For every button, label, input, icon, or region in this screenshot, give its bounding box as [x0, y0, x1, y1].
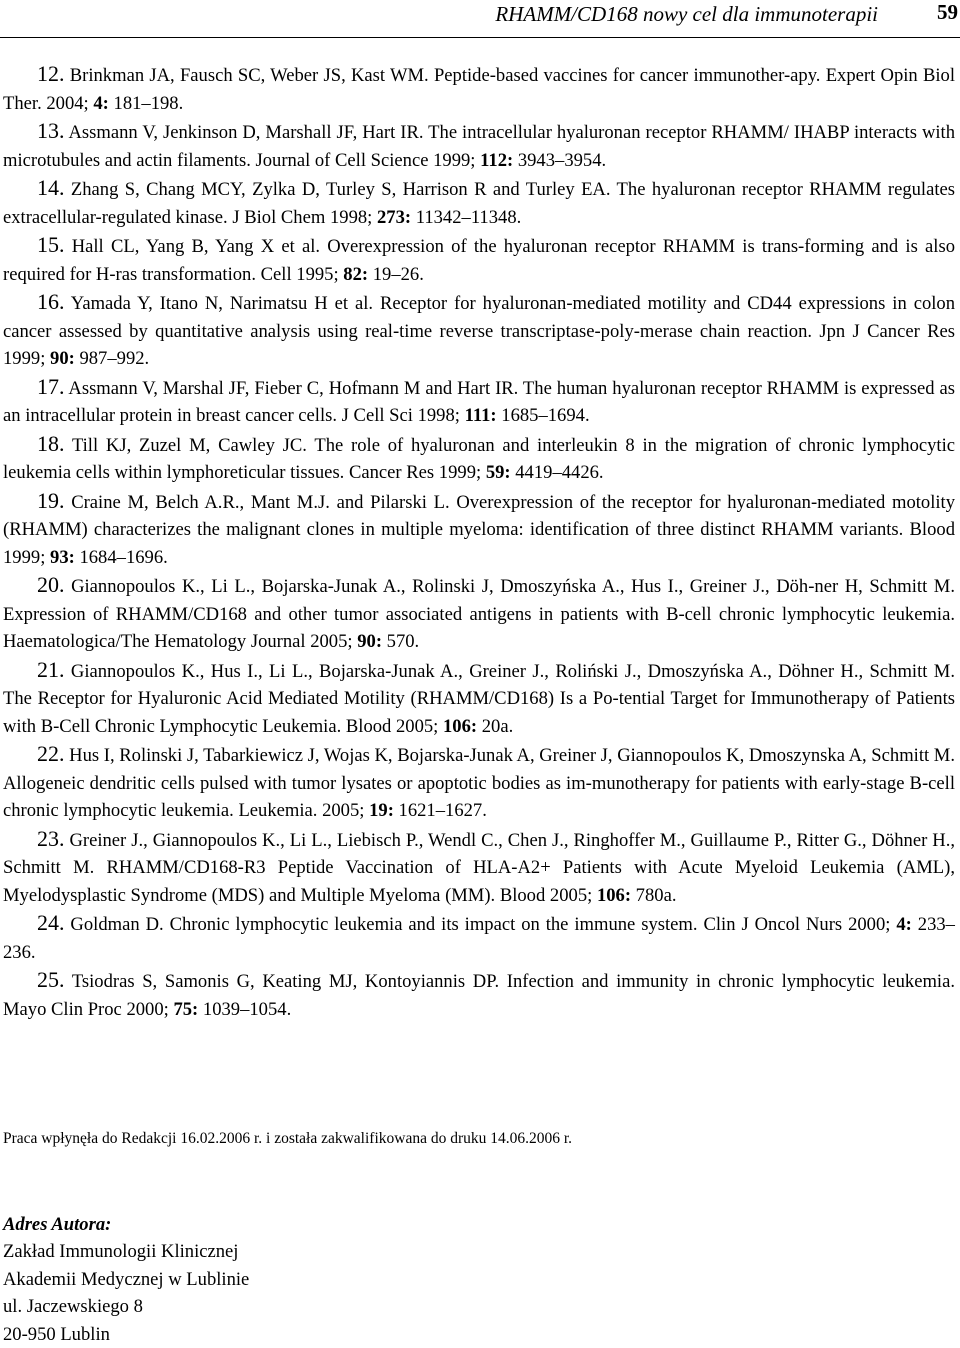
reference-item: [3, 288, 955, 373]
reference-volume: 4:: [93, 92, 109, 114]
reference-pages: 181–198.: [108, 92, 184, 114]
address-label: Adres Autora:: [3, 1214, 112, 1235]
reference-pages: 4419–4426.: [510, 462, 604, 483]
reference-text: Assmann V, Jenkinson D, Marshall JF, Hart IR. The intracellular hyaluronan receptor RHAMM/ IHABP interacts with microtubules and actin filaments. Journal of Cell Science 1999;: [3, 122, 955, 171]
reference-list: [3, 60, 955, 1023]
reference-item: [3, 656, 955, 741]
reference-number: 22.: [37, 741, 65, 766]
reference-item: [3, 373, 955, 430]
reference-volume: 75:: [173, 998, 199, 1020]
reference-pages: 20a.: [477, 715, 514, 737]
reference-number: 17.: [37, 373, 65, 399]
reference-number: 21.: [37, 656, 65, 682]
reference-pages: 1621–1627.: [393, 800, 487, 821]
reference-volume: 112:: [480, 149, 514, 171]
reference-text: Brinkman JA, Fausch SC, Weber JS, Kast WM. Peptide-based vaccines for cancer immunother-apy. Expert Opin Biol Ther. 2004;: [3, 65, 955, 114]
reference-pages: 11342–11348.: [411, 206, 522, 228]
reference-text: Giannopoulos K., Li L., Bojarska-Junak A., Rolinski J, Dmoszyńska A., Hus I., Greiner J., Döh-ner H, Schmitt M. Expression of RHAMM/CD168 and other tumor associated antigens in patients with B-cell chronic lymphocytic leukemia. Haematologica/The Hematology Journal 2005;: [3, 576, 955, 652]
address-line: 20-950 Lublin: [3, 1323, 110, 1345]
reference-item: [3, 231, 955, 288]
reference-number: 18.: [37, 430, 65, 456]
reference-volume: 82:: [343, 263, 369, 285]
reference-pages: 1685–1694.: [496, 405, 590, 426]
page-header: [0, 0, 960, 38]
reference-item: [3, 571, 955, 656]
received-note: Praca wpłynęła do Redakcji 16.02.2006 r. i została zakwalifikowana do druku 14.06.2006 r.: [3, 1130, 573, 1147]
reference-text: Zhang S, Chang MCY, Zylka D, Turley S, Harrison R and Turley EA. The hyaluronan receptor RHAMM regulates extracellular-regulated kinase. J Biol Chem 1998;: [3, 179, 955, 228]
reference-number: 12.: [37, 61, 65, 86]
reference-volume: 4:: [896, 914, 912, 935]
reference-number: 24.: [37, 910, 65, 935]
reference-volume: 59:: [485, 462, 511, 483]
reference-text: Giannopoulos K., Hus I., Li L., Bojarska-Junak A., Greiner J., Roliński J., Dmoszyńska A., Döhner H., Schmitt M. The Receptor for Hyaluronic Acid Mediated Motility (RHAMM/CD168) Is a Po-tential Target for Immunotherapy of Patients with B-Cell Chronic Lymphocytic Leukemia. Blood 2005;: [3, 660, 955, 737]
reference-volume: 106:: [596, 884, 632, 906]
reference-volume: 90:: [357, 631, 383, 652]
reference-text: Greiner J., Giannopoulos K., Li L., Liebisch P., Wendl C., Chen J., Ringhoffer M., Guillaume P., Ritter G., Döhner H., Schmitt M. RHAMM/CD168-R3 Peptide Vaccination of HLA-A2+ Patients with Acute Myeloid Leukemia (AML), Myelodysplastic Syndrome (MDS) and Multiple Myeloma (MM). Blood 2005;: [3, 829, 955, 906]
reference-pages: 987–992.: [74, 348, 150, 369]
reference-text: Hus I, Rolinski J, Tabarkiewicz J, Wojas K, Bojarska-Junak A, Greiner J, Giannopoulos K, Dmoszynska A, Schmitt M. Allogeneic dendritic cells pulsed with tumor lysates or apoptotic bodies as im-munotherapy for patients with early-stage B-cell chronic lymphocytic leukemia. Leukemia. 2005;: [3, 745, 955, 821]
reference-volume: 273:: [376, 206, 412, 228]
reference-number: 19.: [37, 487, 65, 513]
reference-pages: 1039–1054.: [198, 998, 292, 1020]
reference-item: [3, 909, 955, 966]
reference-pages: 570.: [382, 631, 420, 652]
running-title: RHAMM/CD168 nowy cel dla immunoterapii: [495, 2, 878, 26]
reference-volume: 111:: [464, 405, 497, 426]
reference-volume: 90:: [50, 348, 75, 369]
reference-volume: 19:: [369, 800, 394, 821]
reference-item: [3, 487, 955, 572]
reference-text: Hall CL, Yang B, Yang X et al. Overexpression of the hyaluronan receptor RHAMM is trans-forming and is also required for H-ras transformation. Cell 1995;: [3, 236, 955, 285]
reference-text: Yamada Y, Itano N, Narimatsu H et al. Receptor for hyaluronan-mediated motility and CD44 expressions in colon cancer assessed by quantitative analysis using real-time reverse transcriptase-poly-merase chain reaction. Jpn J Cancer Res 1999;: [3, 293, 955, 369]
reference-number: 15.: [37, 232, 65, 257]
reference-number: 13.: [37, 118, 65, 143]
reference-pages: 780a.: [631, 884, 677, 906]
author-address: [3, 1211, 249, 1348]
reference-number: 16.: [37, 289, 65, 314]
reference-item: [3, 430, 955, 487]
reference-volume: 93:: [50, 546, 75, 568]
reference-item: [3, 117, 955, 174]
reference-number: 23.: [37, 825, 65, 851]
reference-item: [3, 966, 955, 1023]
reference-text: Tsiodras S, Samonis G, Keating MJ, Kontoyiannis DP. Infection and immunity in chronic lymphocytic leukemia. Mayo Clin Proc 2000;: [3, 971, 955, 1020]
page-number: 59: [937, 0, 958, 24]
reference-number: 14.: [37, 175, 65, 200]
reference-text: Goldman D. Chronic lymphocytic leukemia and its impact on the immune system. Clin J Oncol Nurs 2000;: [64, 914, 897, 935]
reference-item: [3, 60, 955, 117]
address-line: ul. Jaczewskiego 8: [3, 1296, 143, 1318]
address-line: Akademii Medycznej w Lublinie: [3, 1268, 250, 1290]
reference-text: Assmann V, Marshal JF, Fieber C, Hofmann M and Hart IR. The human hyaluronan receptor RHAMM is expressed as an intracellular protein in breast cancer cells. J Cell Sci 1998;: [3, 377, 955, 426]
reference-item: [3, 174, 955, 231]
reference-pages: 1684–1696.: [74, 546, 168, 568]
reference-number: 25.: [37, 967, 65, 992]
address-line: Zakład Immunologii Klinicznej: [3, 1241, 239, 1263]
reference-volume: 106:: [443, 715, 478, 737]
reference-item: [3, 740, 955, 825]
reference-text: Till KJ, Zuzel M, Cawley JC. The role of hyaluronan and interleukin 8 in the migration of chronic lymphocytic leukemia cells within lymphoreticular tissues. Cancer Res 1999;: [3, 434, 955, 483]
reference-number: 20.: [37, 572, 65, 597]
reference-pages: 233–236.: [3, 914, 955, 963]
reference-text: Craine M, Belch A.R., Mant M.J. and Pilarski L. Overexpression of the receptor for hyaluronan-mediated motolity (RHAMM) characterizes the malignant clones in multiple myeloma: identification of three distinct RHAMM variants. Blood 1999;: [3, 491, 955, 568]
reference-item: [3, 825, 955, 910]
reference-pages: 3943–3954.: [513, 149, 607, 171]
reference-pages: 19–26.: [368, 263, 424, 285]
